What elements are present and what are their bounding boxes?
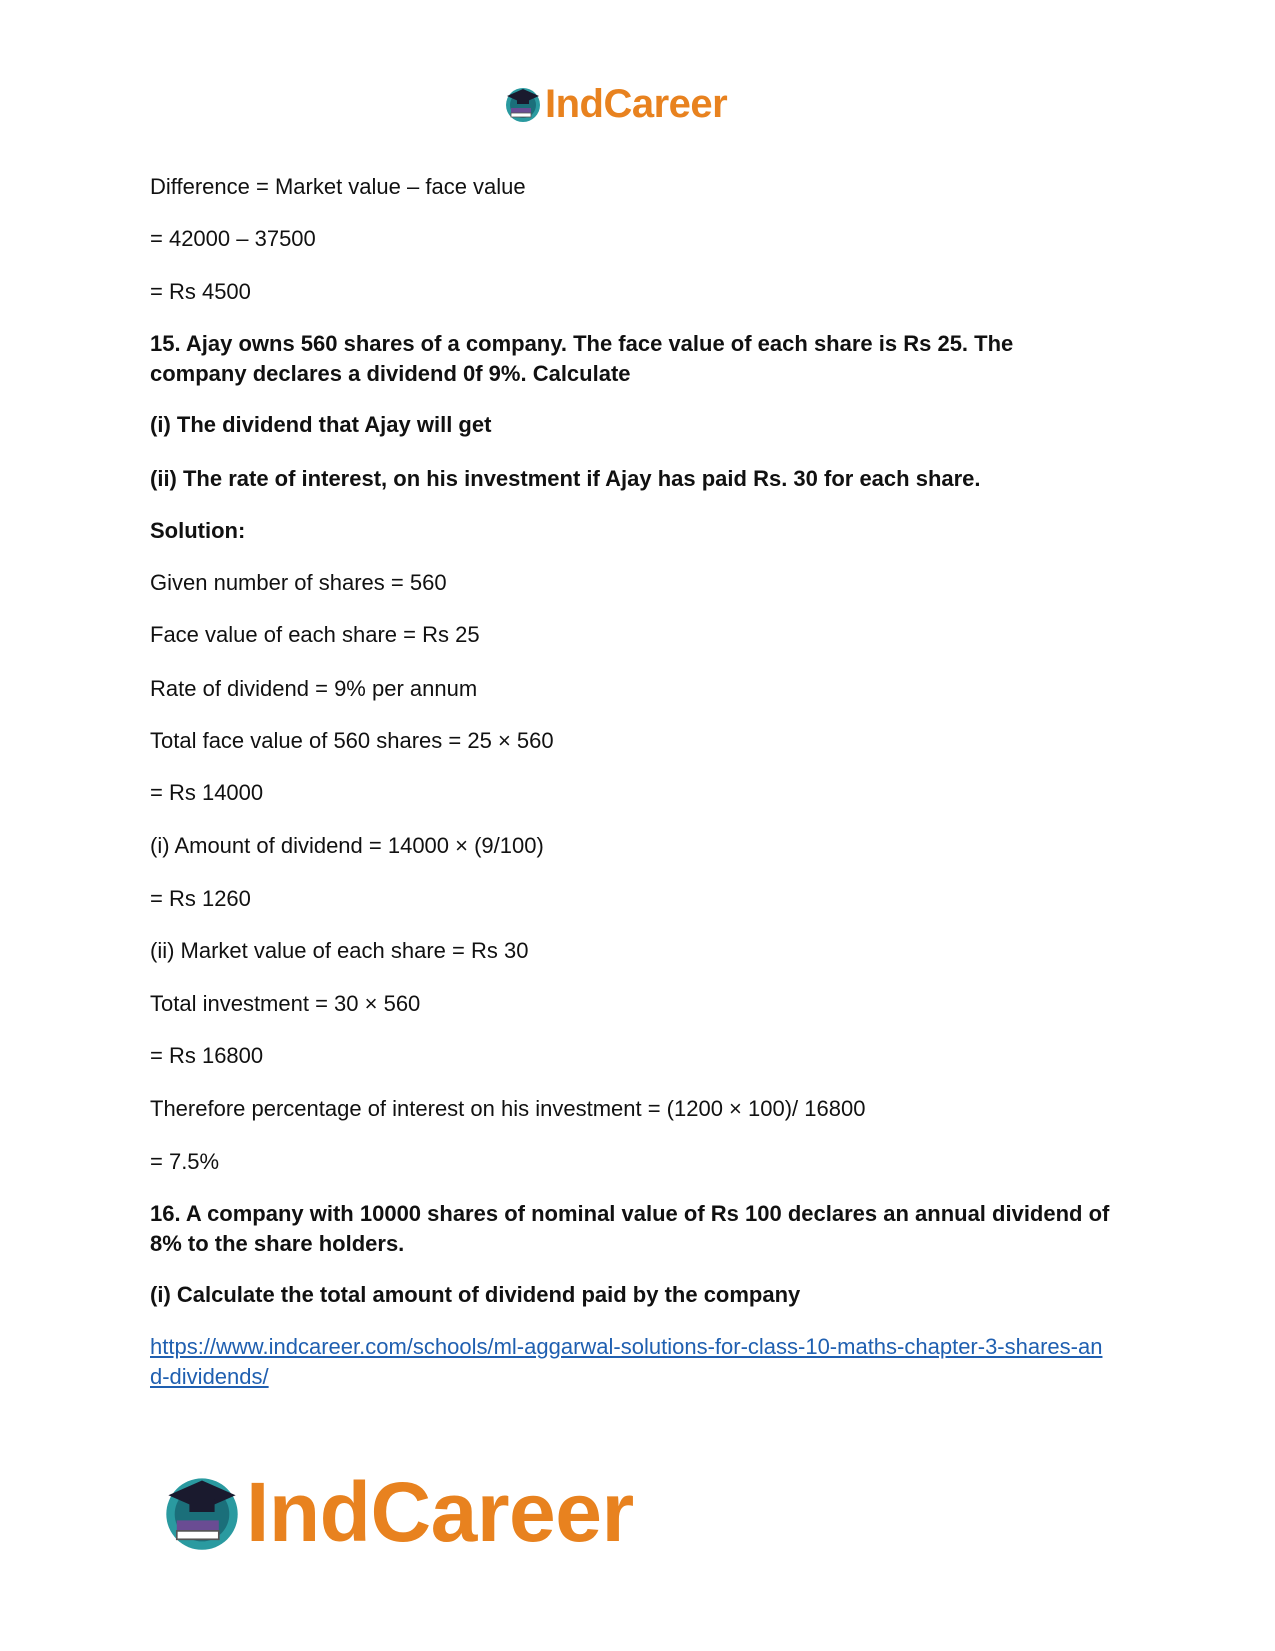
question-15-part-i: (i) The dividend that Ajay will get <box>150 412 492 437</box>
text-line: = Rs 14000 <box>150 780 264 805</box>
text-line: = Rs 1260 <box>150 886 251 911</box>
question-16-heading: 16. A company with 10000 shares of nominal value of Rs 100 declares an annual dividend of 8% to the share holders. <box>150 1201 1110 1256</box>
footer-logo <box>160 1462 634 1562</box>
text-line: Face value of each share = Rs 25 <box>150 622 480 647</box>
text-line: = 42000 – 37500 <box>150 226 316 251</box>
graduation-cap-book-globe-icon <box>503 84 543 124</box>
graduation-cap-book-globe-icon <box>160 1470 244 1554</box>
text-line: (i) Amount of dividend = 14000 × (9/100) <box>150 833 544 858</box>
header-logo <box>503 78 727 130</box>
text-line: = 7.5% <box>150 1149 220 1174</box>
text-line: Difference = Market value – face value <box>150 174 526 199</box>
text-line: Therefore percentage of interest on his investment = (1200 × 100)/ 16800 <box>150 1096 866 1121</box>
text-line: = Rs 16800 <box>150 1043 264 1068</box>
question-16-part-i: (i) Calculate the total amount of dividend paid by the company <box>150 1282 801 1307</box>
footer-logo-text: IndCareer <box>246 1464 634 1559</box>
text-line: = Rs 4500 <box>150 279 251 304</box>
text-line: Total investment = 30 × 560 <box>150 991 421 1016</box>
text-line: Total face value of 560 shares = 25 × 560 <box>150 728 554 753</box>
question-15-part-ii: (ii) The rate of interest, on his investment if Ajay has paid Rs. 30 for each share. <box>150 466 981 491</box>
solution-heading: Solution: <box>150 518 246 543</box>
text-line: Rate of dividend = 9% per annum <box>150 676 478 701</box>
source-link[interactable]: https://www.indcareer.com/schools/ml-aggarwal-solutions-for-class-10-maths-chapter-3-shares-and-dividends/ <box>150 1334 1103 1389</box>
header-logo-text: IndCareer <box>545 81 728 126</box>
text-line: (ii) Market value of each share = Rs 30 <box>150 938 529 963</box>
text-line: Given number of shares = 560 <box>150 570 447 595</box>
question-15-heading: 15. Ajay owns 560 shares of a company. The face value of each share is Rs 25. The company declares a dividend 0f 9%. Calculate <box>150 331 1014 386</box>
